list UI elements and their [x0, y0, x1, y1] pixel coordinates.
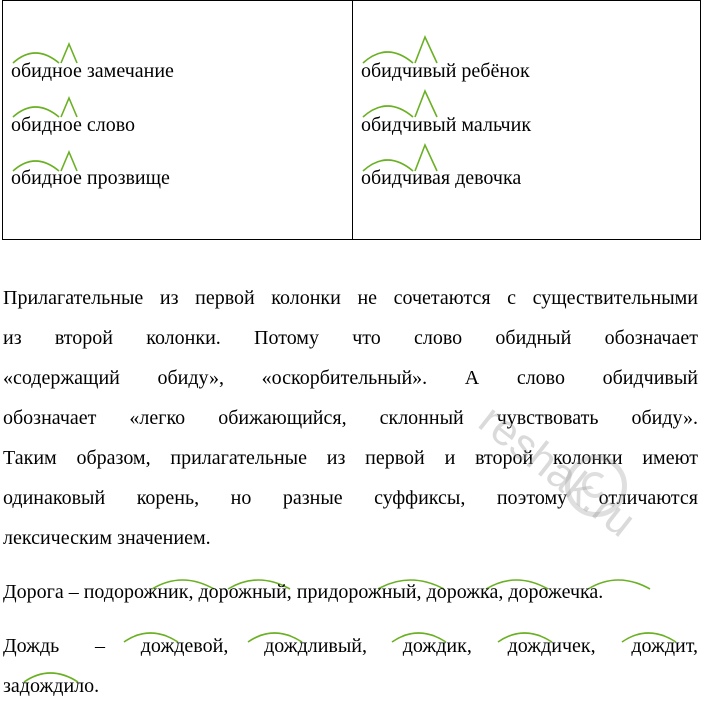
watermark: reshak.ru — [469, 395, 645, 547]
paragraph-line: Дождь – дождевой, дождливый, дождик, дождичек, дождит, — [3, 635, 698, 657]
paragraph-line: обозначает «легко обижающийся, склонный чувствовать обиду». — [3, 407, 698, 429]
table-cell: обидное слово — [11, 114, 136, 136]
paragraph-line: лексическим значением. — [3, 527, 211, 549]
table-cell: обидчивый ребёнок — [361, 60, 530, 82]
roots-paragraph-dozhd — [3, 626, 698, 706]
paragraph-line: «содержащий обиду», «оскорбительный». А слово обидчивый — [3, 367, 698, 389]
paragraph-line: Дорога – подорожник, дорожный, придорожный, дорожка, дорожечка. — [3, 581, 604, 603]
table-cell: обидчивая девочка — [361, 167, 522, 189]
table-column-obidchivyi — [353, 1, 700, 239]
paragraph-line: Прилагательные из первой колонки не сочетаются с существительными — [3, 287, 698, 309]
paragraph-line: Таким образом, прилагательные из первой и второй колонки имеют — [3, 447, 698, 469]
table-column-obidnyi — [3, 1, 353, 239]
paragraph-line: одинаковый корень, но разные суффиксы, поэтому отличаются — [3, 487, 698, 509]
explanation-paragraph — [3, 278, 698, 558]
word-combinations-table — [2, 0, 701, 240]
table-cell: обидчивый мальчик — [361, 114, 532, 136]
table-cell: обидное прозвище — [11, 167, 170, 189]
paragraph-line: из второй колонки. Потому что слово обидный обозначает — [3, 327, 698, 349]
table-cell: обидное замечание — [11, 60, 174, 82]
paragraph-line: задождило. — [3, 675, 100, 697]
roots-paragraph-doroga — [3, 572, 698, 612]
